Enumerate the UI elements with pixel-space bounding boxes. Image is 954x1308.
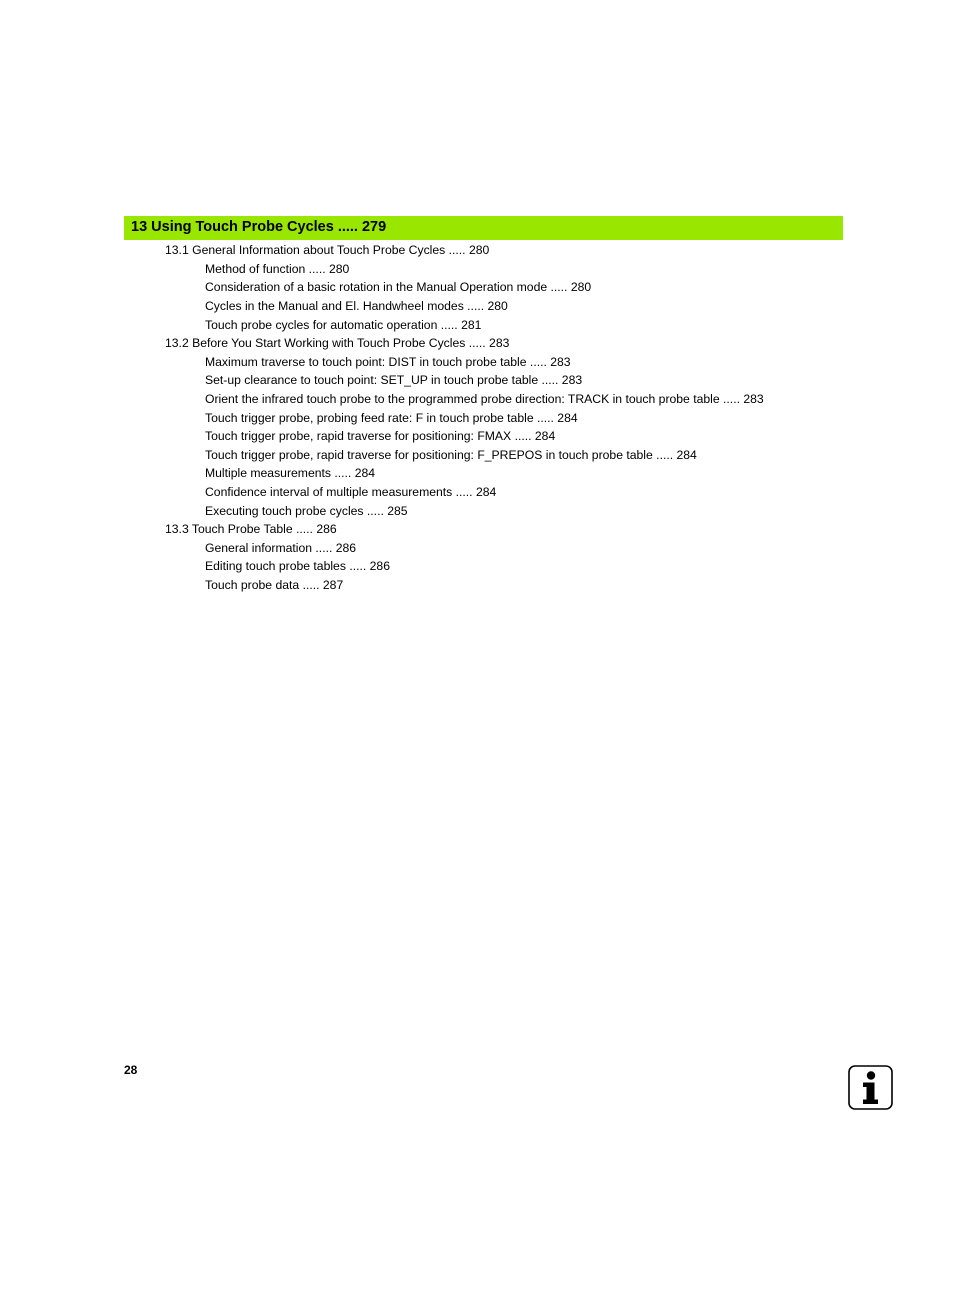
toc-section-13-3[interactable]: 13.3 Touch Probe Table ..... 286	[165, 522, 337, 536]
toc-item[interactable]: Set-up clearance to touch point: SET_UP in touch probe table ..... 283	[205, 373, 583, 387]
toc-item[interactable]: Multiple measurements ..... 284	[205, 466, 376, 480]
toc-item[interactable]: Method of function ..... 280	[205, 262, 350, 276]
info-icon	[848, 1065, 893, 1110]
toc-item[interactable]: General information ..... 286	[205, 541, 357, 555]
toc-item[interactable]: Touch trigger probe, probing feed rate: F in touch probe table ..... 284	[205, 411, 578, 425]
chapter-heading	[124, 216, 843, 240]
toc-section-13-1[interactable]: 13.1 General Information about Touch Probe Cycles ..... 280	[165, 243, 490, 257]
toc-item[interactable]: Touch trigger probe, rapid traverse for positioning: F_PREPOS in touch probe table ..... 284	[205, 448, 697, 462]
toc-item[interactable]: Orient the infrared touch probe to the programmed probe direction: TRACK in touch probe table ..... 283	[205, 392, 764, 406]
toc-item[interactable]: Consideration of a basic rotation in the Manual Operation mode ..... 280	[205, 280, 592, 294]
toc-item[interactable]: Executing touch probe cycles ..... 285	[205, 504, 408, 518]
toc-item[interactable]: Editing touch probe tables ..... 286	[205, 559, 390, 573]
toc-item[interactable]: Confidence interval of multiple measurements ..... 284	[205, 485, 497, 499]
toc-item[interactable]: Touch trigger probe, rapid traverse for positioning: FMAX ..... 284	[205, 429, 556, 443]
toc-item[interactable]: Maximum traverse to touch point: DIST in touch probe table ..... 283	[205, 355, 571, 369]
toc-item[interactable]: Cycles in the Manual and El. Handwheel modes ..... 280	[205, 299, 508, 313]
toc-section-13-2[interactable]: 13.2 Before You Start Working with Touch Probe Cycles ..... 283	[165, 336, 510, 350]
toc-item[interactable]: Touch probe cycles for automatic operation ..... 281	[205, 318, 482, 332]
toc-item[interactable]: Touch probe data ..... 287	[205, 578, 344, 592]
chapter-title: 13 Using Touch Probe Cycles ..... 279	[131, 219, 387, 235]
page-number: 28	[124, 1063, 138, 1077]
